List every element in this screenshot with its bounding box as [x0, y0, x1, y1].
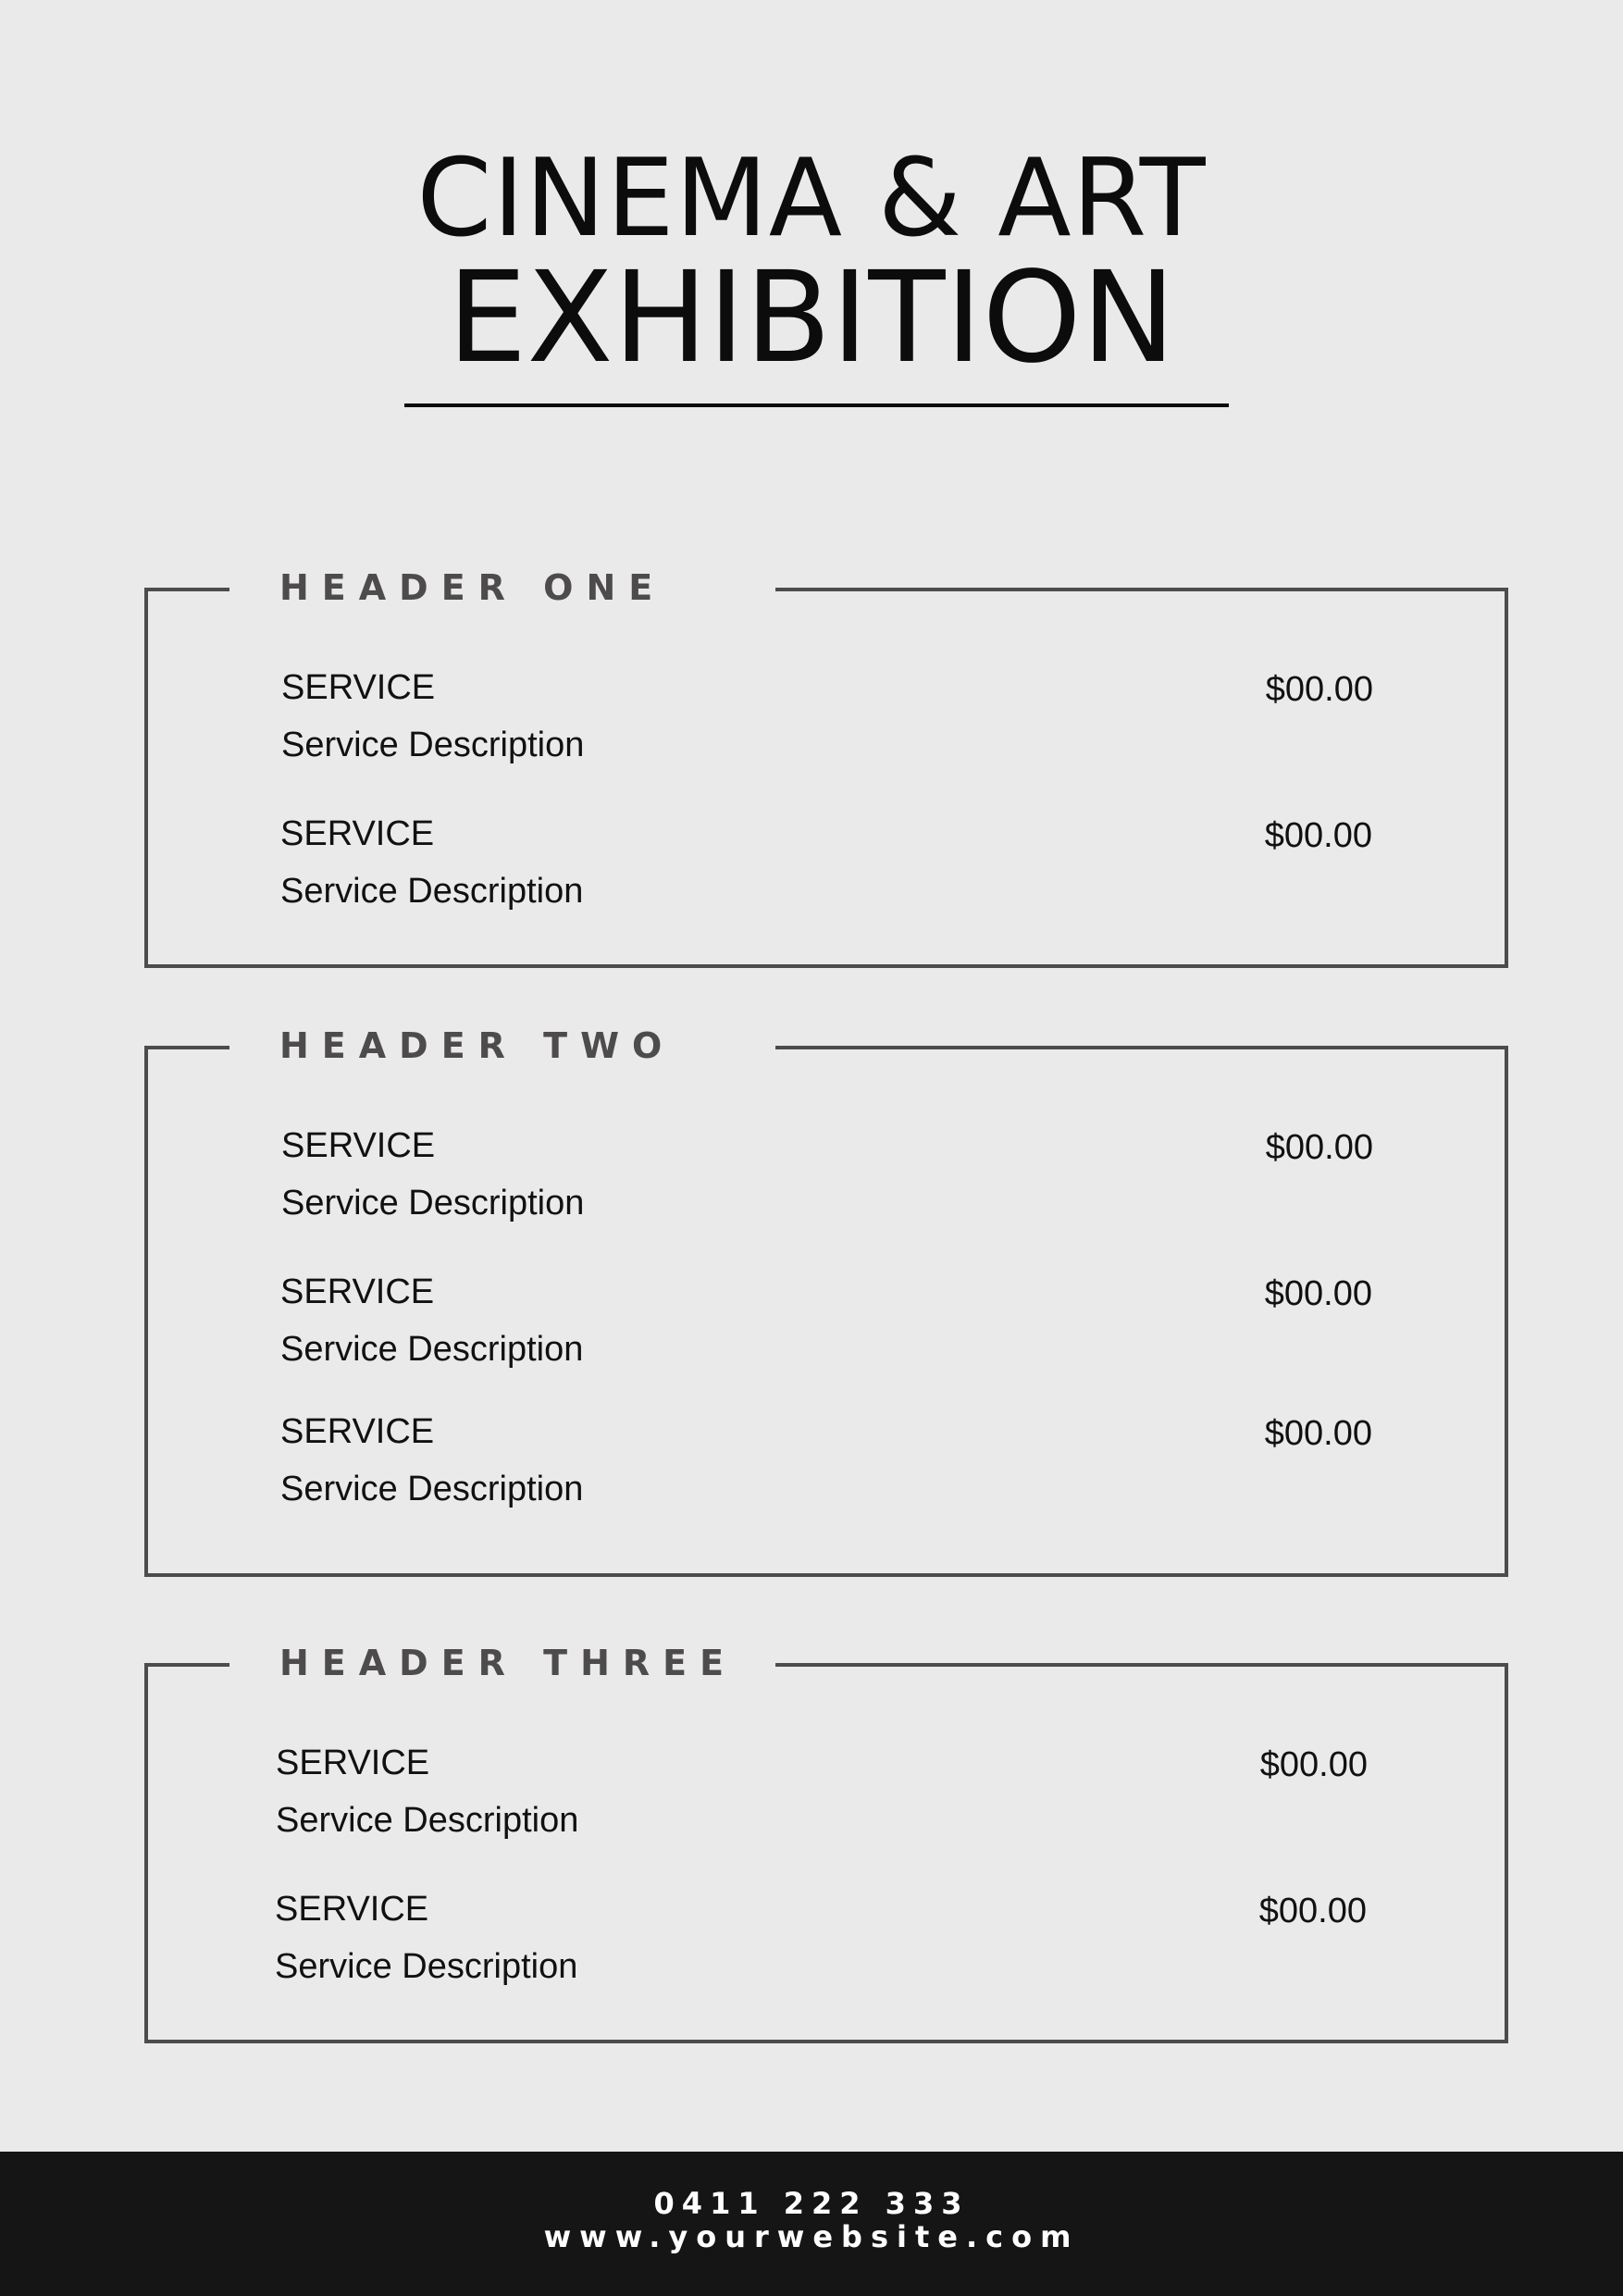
- service-description: Service Description: [280, 872, 584, 911]
- title-underline: [404, 403, 1229, 407]
- service-name: SERVICE: [280, 1412, 435, 1451]
- list-item: [280, 812, 1372, 913]
- service-name: SERVICE: [281, 1126, 436, 1165]
- section-header-three: [144, 1643, 1508, 2043]
- list-item: [281, 1123, 1373, 1225]
- section-header-one: [144, 567, 1508, 968]
- service-name: SERVICE: [281, 668, 436, 707]
- service-description: Service Description: [281, 726, 585, 764]
- list-item: [276, 1741, 1368, 1843]
- service-price: $00.00: [1264, 1274, 1372, 1313]
- list-item: [275, 1887, 1367, 1989]
- service-price: $00.00: [1265, 1128, 1373, 1167]
- section-heading: HEADER ONE: [279, 567, 666, 608]
- section-heading: HEADER TWO: [279, 1025, 675, 1066]
- list-item: [280, 1409, 1372, 1511]
- service-price: $00.00: [1264, 1414, 1372, 1453]
- page-title: [0, 136, 1623, 391]
- service-price: $00.00: [1259, 1745, 1368, 1784]
- service-price: $00.00: [1258, 1892, 1367, 1930]
- service-name: SERVICE: [276, 1744, 430, 1782]
- service-name: SERVICE: [280, 814, 435, 853]
- service-price: $00.00: [1265, 670, 1373, 709]
- footer: [0, 2152, 1623, 2296]
- footer-website: www.yourwebsite.com: [543, 2219, 1080, 2254]
- service-name: SERVICE: [280, 1272, 435, 1311]
- list-item: [281, 665, 1373, 767]
- footer-phone: 0411 222 333: [653, 2186, 970, 2221]
- title-line-2: EXHIBITION: [447, 245, 1176, 391]
- service-description: Service Description: [276, 1801, 579, 1840]
- service-description: Service Description: [280, 1330, 584, 1369]
- service-description: Service Description: [280, 1470, 584, 1508]
- service-description: Service Description: [281, 1184, 585, 1222]
- service-name: SERVICE: [275, 1890, 429, 1929]
- service-description: Service Description: [275, 1947, 578, 1986]
- title-line-1: CINEMA & ART: [416, 136, 1207, 261]
- section-header-two: [144, 1025, 1508, 1577]
- section-heading: HEADER THREE: [279, 1643, 737, 1683]
- service-price: $00.00: [1264, 816, 1372, 855]
- list-item: [280, 1270, 1372, 1371]
